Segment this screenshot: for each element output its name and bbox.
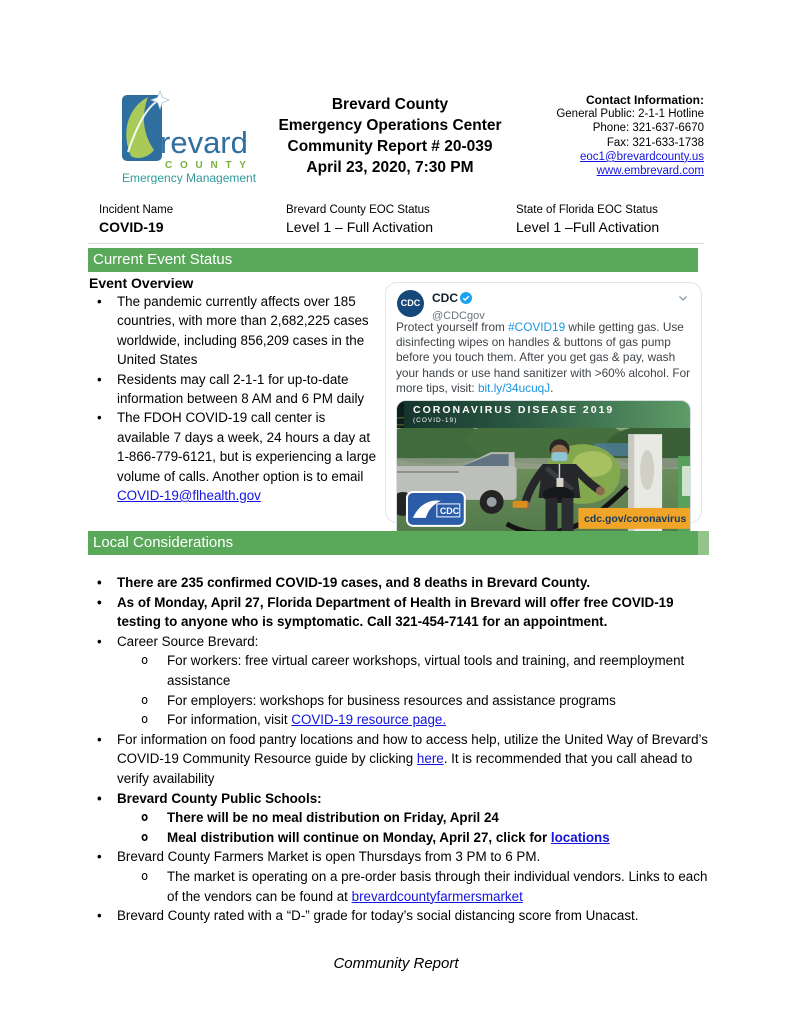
bullet-icon: •: [97, 575, 102, 590]
text-run: Residents may call 2-1-1 for up-to-date information between 8 AM and 6 PM daily: [117, 371, 365, 407]
list-item: [89, 408, 379, 505]
title-line-center: Emergency Operations Center: [278, 117, 502, 134]
list-item: [89, 370, 379, 409]
list-item: [89, 789, 709, 809]
tweet-handle[interactable]: @CDCgov: [432, 310, 485, 322]
text-link[interactable]: COVID-19 resource page.: [291, 712, 447, 728]
text-link[interactable]: COVID-19@flhealth.gov: [117, 488, 261, 504]
list-item: [89, 651, 709, 690]
text-run: Protect yourself from: [396, 320, 509, 334]
section-banner-current-event-status: Current Event Status: [88, 248, 698, 272]
bullet-icon: •: [97, 410, 102, 426]
bullet-icon: •: [97, 849, 102, 865]
divider-line: [88, 243, 704, 244]
list-item: [89, 691, 709, 711]
list-item: [89, 906, 709, 926]
bullet-icon: •: [97, 633, 102, 649]
list-item: [89, 593, 709, 632]
text-run: Brevard County rated with a “D-” grade for today’s social distancing score from Unacast.: [117, 908, 639, 924]
title-line-org: Brevard County: [331, 96, 449, 113]
county-eoc-status-col: [286, 204, 433, 235]
bullet-icon: •: [97, 294, 102, 309]
text-run: Meal distribution will continue on Monday, April 27, click for: [167, 829, 551, 845]
incident-name-label: Incident Name: [99, 204, 174, 216]
tweet-media-card[interactable]: [396, 400, 691, 540]
gas-pump-photo: [397, 428, 691, 534]
text-run: The pandemic currently affects over 185 countries, with more than 2,682,225 cases worldwide, including 856,209 cases in the United States: [117, 294, 369, 368]
state-eoc-status-col: [516, 204, 659, 235]
circle-bullet-icon: o: [141, 868, 149, 883]
text-link[interactable]: brevardcountyfarmersmarket: [351, 888, 523, 904]
bullet-icon: •: [97, 790, 102, 806]
list-item: [89, 730, 709, 789]
circle-bullet-icon: o: [141, 810, 149, 825]
text-link[interactable]: here: [416, 751, 444, 767]
incident-name-col: [99, 204, 173, 235]
logo-wordmark: revard: [160, 125, 248, 160]
fuel-nozzle: [513, 501, 528, 508]
circle-bullet-icon: o: [141, 712, 149, 727]
text-run: Brevard County Public Schools:: [117, 790, 322, 806]
tweet-account-name[interactable]: CDC: [432, 291, 458, 305]
text-run: The FDOH COVID-19 call center is available 7 days a week, 24 hours a day at 1-866-779-6121, but is experiencing a large volume of calls. Another option is to email: [117, 410, 377, 484]
circle-bullet-icon: o: [141, 653, 149, 668]
text-run: For information on food pantry locations and how to access help, utilize the United Way of Brevard’s COVID-19 Community Resource guide by clicking: [117, 731, 708, 767]
cdc-url-badge: [578, 508, 691, 529]
bullet-icon: •: [97, 594, 102, 610]
state-eoc-status-value: Level 1 –Full Activation: [516, 219, 660, 235]
bullet-icon: •: [97, 908, 102, 924]
contact-website-link[interactable]: www.embrevard.com: [596, 165, 704, 178]
section-banner-local-considerations: Local Considerations: [88, 531, 698, 555]
list-item: [89, 847, 709, 867]
contact-hotline: General Public: 2-1-1 Hotline: [556, 108, 704, 121]
tweet-header: [396, 289, 691, 322]
state-eoc-status-label: State of Florida EOC Status: [516, 204, 658, 216]
text-run: For employers: workshops for business resources and assistance programs: [167, 692, 616, 708]
list-item: [89, 573, 709, 593]
list-item: [89, 808, 709, 828]
event-overview-heading: Event Overview: [89, 275, 194, 291]
list-item: [89, 632, 709, 652]
verified-badge-icon: [460, 291, 472, 309]
contact-phone: Phone: 321-637-6670: [592, 122, 704, 135]
media-header-band: [397, 401, 690, 428]
contact-fax: Fax: 321-633-1738: [606, 136, 704, 149]
text-run: For workers: free virtual career workshops, virtual tools and training, and reemployment assistance: [167, 653, 685, 688]
face-mask: [551, 452, 567, 461]
logo-county: C O U N T Y: [165, 160, 249, 171]
contact-info: [474, 93, 704, 178]
county-eoc-status-label: Brevard County EOC Status: [286, 204, 430, 216]
text-run: There will be no meal distribution on Friday, April 24: [167, 810, 499, 826]
footer-title: Community Report: [333, 955, 459, 972]
id-badge: [556, 478, 563, 487]
contact-email-link[interactable]: eoc1@brevardcounty.us: [580, 150, 704, 163]
title-line-report-number: Community Report # 20-039: [287, 138, 493, 155]
circle-bullet-icon: o: [141, 829, 149, 844]
bullet-icon: •: [97, 731, 102, 747]
cdc-tweet-card[interactable]: [385, 282, 702, 523]
gas-pump-screen: [682, 466, 690, 496]
text-run: Career Source Brevard:: [117, 633, 259, 649]
svg-text:CDC: CDC: [439, 505, 460, 516]
cdc-logo: [407, 492, 465, 526]
list-item: [89, 867, 709, 906]
text-link[interactable]: #COVID19: [508, 320, 566, 334]
county-eoc-status-value: Level 1 – Full Activation: [286, 219, 434, 235]
list-item: [89, 710, 709, 730]
text-run: As of Monday, April 27, Florida Department of Health in Brevard will offer free COVID-19 testing to anyone who is symptomatic. Call 321-454-7141 for an appointment.: [117, 594, 674, 630]
cdc-avatar[interactable]: CDC: [397, 290, 424, 317]
text-run: There are 235 confirmed COVID-19 cases, and 8 deaths in Brevard County.: [117, 575, 591, 590]
media-title: CORONAVIRUS DISEASE 2019: [413, 404, 615, 417]
text-run: . It is recommended that you call ahead to verify availability: [117, 751, 693, 786]
contact-heading: Contact Information:: [586, 93, 704, 107]
media-subtitle: (COVID-19): [413, 417, 458, 425]
text-run: For information, visit: [167, 712, 292, 728]
text-run: The market is operating on a pre-order basis through their individual vendors. Links to each of the vendors can be found at: [167, 868, 708, 904]
banner-tail: [698, 531, 709, 555]
svg-text:cdc.gov/coronavirus: cdc.gov/coronavirus: [584, 513, 687, 525]
logo-tagline: Emergency Management: [122, 171, 257, 184]
local-considerations-bullet-list: [89, 573, 709, 926]
incident-name-value: COVID-19: [99, 219, 164, 235]
event-overview-bullet-list: [89, 292, 379, 505]
text-run: .: [550, 380, 554, 395]
text-link[interactable]: bit.ly/34ucuqJ: [477, 380, 551, 395]
chevron-down-icon[interactable]: [677, 291, 689, 309]
circle-bullet-icon: o: [141, 692, 149, 707]
bullet-icon: •: [97, 371, 102, 387]
list-item: [89, 828, 709, 848]
tweet-text: [396, 320, 691, 396]
title-line-date: April 23, 2020, 7:30 PM: [306, 159, 474, 176]
text-run: while getting gas. Use disinfecting wipes on handles & buttons of gas pump before you touch them. After you get gas & pay, wash your hands or use hand sanitizer with >60% alcohol. For more tips, visit:: [396, 320, 691, 395]
text-link[interactable]: locations: [550, 829, 610, 845]
list-item: [89, 292, 379, 370]
text-run: Brevard County Farmers Market is open Thursdays from 3 PM to 6 PM.: [117, 849, 541, 865]
